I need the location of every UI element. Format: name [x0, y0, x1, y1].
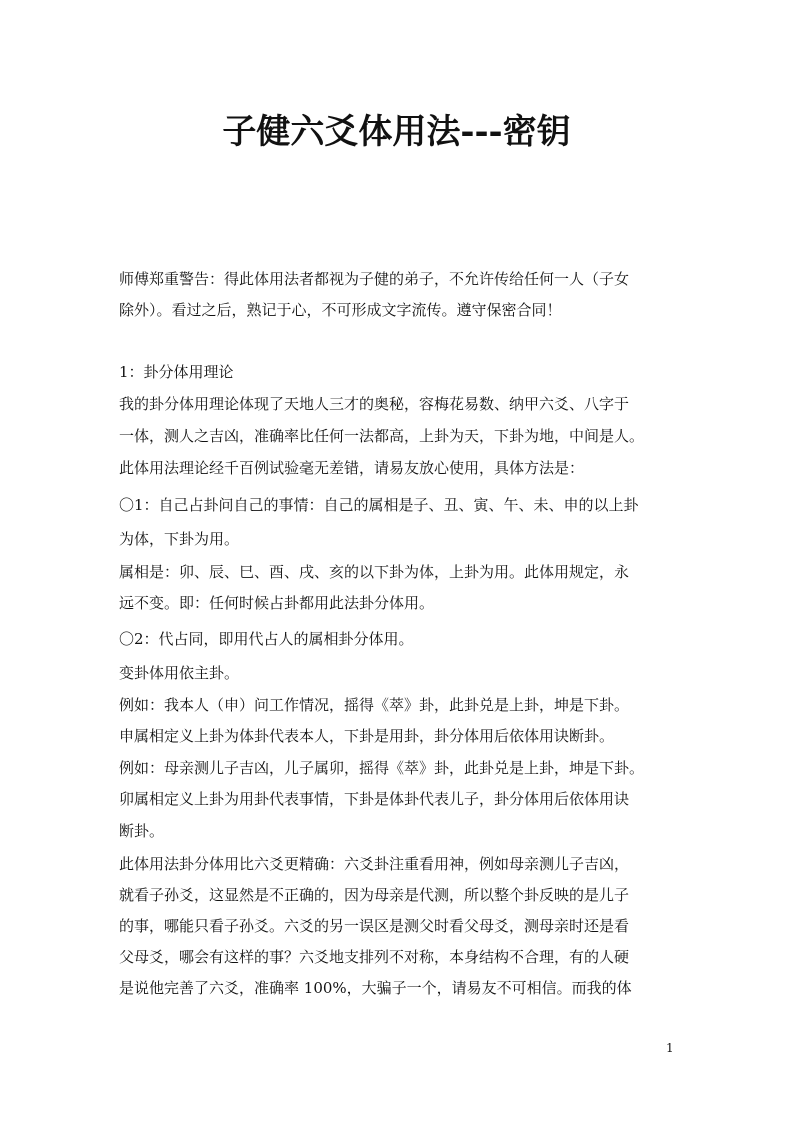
example-line: 例如：母亲测儿子吉凶，儿子属卯，摇得《萃》卦，此卦兑是上卦，坤是下卦。 [119, 759, 645, 777]
paragraph-line: 远不变。即：任何时候占卦都用此法卦分体用。 [119, 594, 435, 612]
page-number: 1 [666, 1041, 674, 1055]
document-title: 子健六爻体用法---密钥 [222, 112, 571, 152]
paragraph-line: 我的卦分体用理论体现了天地人三才的奥秘，容梅花易数、纳甲六爻、八字于 [119, 395, 630, 413]
paragraph-line: 此体用法卦分体用比六爻更精确：六爻卦注重看用神，例如母亲测儿子吉凶， [119, 855, 630, 873]
warning-line-2: 除外）。看过之后，熟记于心，不可形成文字流传。遵守保密合同！ [119, 301, 562, 319]
section-heading: 1：卦分体用理论 [119, 363, 234, 381]
rule-2-line: 〇2：代占同，即用代占人的属相卦分体用。 [119, 630, 414, 648]
paragraph-line: 的事，哪能只看子孙爻。六爻的另一误区是测父时看父母爻，测母亲时还是看 [119, 917, 630, 935]
warning-line-1: 师傅郑重警告：得此体用法者都视为子健的弟子，不允许传给任何一人（子女 [119, 270, 630, 288]
paragraph-line: 一体，测人之吉凶，准确率比任何一法都高，上卦为天，下卦为地，中间是人。 [119, 427, 645, 445]
paragraph-line: 就看子孙爻，这显然是不正确的，因为母亲是代测，所以整个卦反映的是儿子 [119, 886, 630, 904]
paragraph-line: 变卦体用依主卦。 [119, 664, 240, 682]
paragraph-line: 是说他完善了六爻，准确率 100%，大骗子一个，请易友不可相信。而我的体 [119, 979, 632, 997]
paragraph-line: 属相是：卯、辰、巳、酉、戌、亥的以下卦为体，上卦为用。此体用规定，永 [119, 563, 630, 581]
paragraph-line: 此体用法理论经千百例试验毫无差错，请易友放心使用，具体方法是： [119, 459, 585, 477]
example-line: 申属相定义上卦为体卦代表本人，下卦是用卦，卦分体用后依体用诀断卦。 [119, 727, 615, 745]
example-line: 例如：我本人（申）问工作情况，摇得《萃》卦，此卦兑是上卦，坤是下卦。 [119, 696, 630, 714]
example-line: 卯属相定义上卦为用卦代表事情，下卦是体卦代表儿子，卦分体用后依体用诀 [119, 790, 630, 808]
example-line: 断卦。 [119, 822, 165, 840]
rule-1-line: 为体，下卦为用。 [119, 530, 240, 548]
paragraph-line: 父母爻，哪会有这样的事？六爻地支排列不对称，本身结构不合理，有的人硬 [119, 948, 630, 966]
rule-1-line: 〇1：自己占卦问自己的事情：自己的属相是子、丑、寅、午、未、申的以上卦 [119, 496, 639, 514]
